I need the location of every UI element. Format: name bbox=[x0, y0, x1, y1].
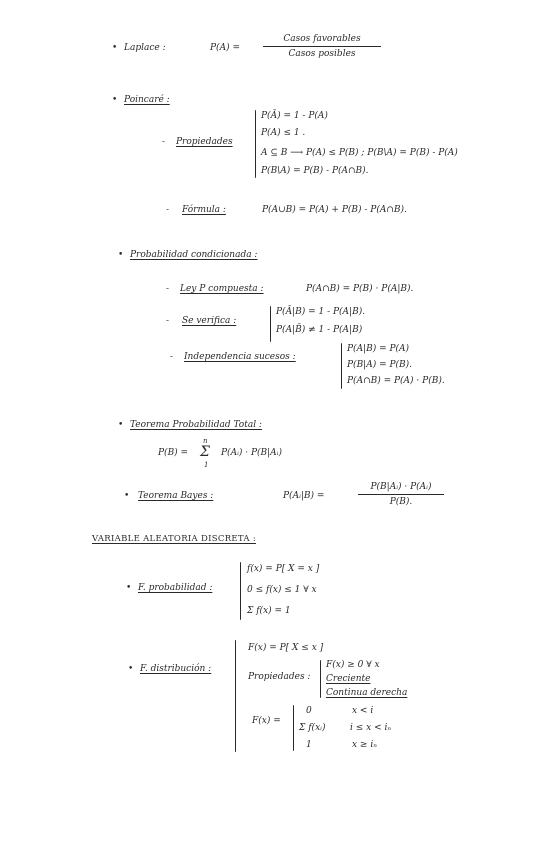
dist-case-value: 0 bbox=[306, 706, 312, 716]
bayes-denominator: P(B). bbox=[389, 497, 413, 507]
indep-label: Independencia sucesos : bbox=[184, 352, 296, 362]
verifica-line: P(Ā|B) = 1 - P(A|B). bbox=[276, 307, 366, 317]
bullet: • bbox=[128, 664, 134, 674]
dist-case-cond: x ≥ iₙ bbox=[352, 740, 377, 750]
total-label: Teorema Probabilidad Total : bbox=[130, 420, 262, 430]
dist-case-cond: x < i bbox=[352, 706, 374, 716]
brace bbox=[270, 306, 271, 342]
propiedades-label: Propiedades bbox=[176, 137, 233, 147]
prob-line: 0 ≤ f(x) ≤ 1 ∀ x bbox=[247, 585, 317, 595]
bullet: • bbox=[124, 491, 130, 501]
verifica-label: Se verifica : bbox=[182, 316, 237, 326]
poincare-label: Poincaré : bbox=[124, 95, 170, 105]
dist-label: F. distribución : bbox=[140, 664, 212, 674]
brace bbox=[320, 660, 321, 698]
bullet: - bbox=[166, 205, 170, 215]
propiedad-line: P(B\A) = P(B) - P(A∩B). bbox=[261, 166, 369, 176]
prob-label: F. probabilidad : bbox=[138, 583, 213, 593]
dist-case-value: 1 bbox=[306, 740, 312, 750]
sum-upper-limit: n bbox=[203, 437, 208, 445]
prob-line: f(x) = P[ X = x ] bbox=[247, 564, 320, 574]
formula-union: P(A∪B) = P(A) + P(B) - P(A∩B). bbox=[262, 205, 407, 215]
dist-function-lhs: F(x) = bbox=[252, 716, 281, 726]
ley-label: Ley P compuesta : bbox=[180, 284, 264, 294]
indep-line: P(A∩B) = P(A) · P(B). bbox=[347, 376, 445, 386]
total-rhs: P(Aᵢ) · P(B|Aᵢ) bbox=[221, 448, 283, 458]
verifica-line: P(A|B̄) ≠ 1 - P(A|B) bbox=[276, 325, 363, 335]
bayes-numerator: P(B|Aᵢ) · P(Aᵢ) bbox=[358, 482, 444, 495]
bullet: • bbox=[118, 250, 124, 260]
bullet: • bbox=[118, 420, 124, 430]
bullet: • bbox=[112, 43, 118, 53]
dist-definition: F(x) = P[ X ≤ x ] bbox=[248, 643, 324, 653]
dist-case-cond: i ≤ x < iₙ bbox=[350, 723, 392, 733]
laplace-denominator: Casos posibles bbox=[288, 49, 356, 59]
ley-formula: P(A∩B) = P(B) · P(A|B). bbox=[306, 284, 414, 294]
formula-label: Fórmula : bbox=[182, 205, 226, 215]
sum-lower-limit: 1 bbox=[204, 461, 209, 469]
laplace-label: Laplace : bbox=[124, 43, 166, 53]
bullet: - bbox=[166, 284, 170, 294]
dist-prop-line: Creciente bbox=[326, 674, 371, 684]
brace bbox=[341, 343, 342, 389]
prob-line: Σ f(x) = 1 bbox=[247, 606, 291, 616]
propiedad-line: P(A) ≤ 1 . bbox=[261, 128, 306, 138]
dist-prop-line: Continua derecha bbox=[326, 688, 408, 698]
bullet: • bbox=[112, 95, 118, 105]
condicionada-label: Probabilidad condicionada : bbox=[130, 250, 258, 260]
propiedad-line: P(Ā) = 1 - P(A) bbox=[261, 111, 328, 121]
bullet: - bbox=[170, 352, 174, 362]
dist-prop-label: Propiedades : bbox=[248, 672, 311, 682]
laplace-numerator: Casos favorables bbox=[263, 34, 381, 47]
laplace-formula-lhs: P(A) = bbox=[210, 43, 240, 53]
bayes-lhs: P(Aᵢ|B) = bbox=[283, 491, 325, 501]
bullet: - bbox=[166, 316, 170, 326]
dist-prop-line: F(x) ≥ 0 ∀ x bbox=[326, 660, 380, 670]
bullet: - bbox=[162, 137, 166, 147]
brace bbox=[235, 640, 236, 752]
bullet: • bbox=[126, 583, 132, 593]
brace bbox=[240, 562, 241, 620]
bayes-label: Teorema Bayes : bbox=[138, 491, 214, 501]
sum-symbol: Σ bbox=[200, 444, 210, 460]
bayes-fraction bbox=[358, 482, 444, 507]
brace bbox=[255, 110, 256, 178]
propiedad-line: A ⊆ B ⟶ P(A) ≤ P(B) ; P(B\A) = P(B) - P(A) bbox=[261, 148, 458, 158]
laplace-fraction bbox=[263, 34, 381, 59]
indep-line: P(A|B) = P(A) bbox=[347, 344, 410, 354]
dist-case-value: Σ f(xᵢ) bbox=[299, 723, 326, 733]
total-lhs: P(B) = bbox=[158, 448, 189, 458]
brace bbox=[293, 705, 294, 751]
indep-line: P(B|A) = P(B). bbox=[347, 360, 413, 370]
discreta-heading: VARIABLE ALEATORIA DISCRETA : bbox=[92, 534, 257, 544]
